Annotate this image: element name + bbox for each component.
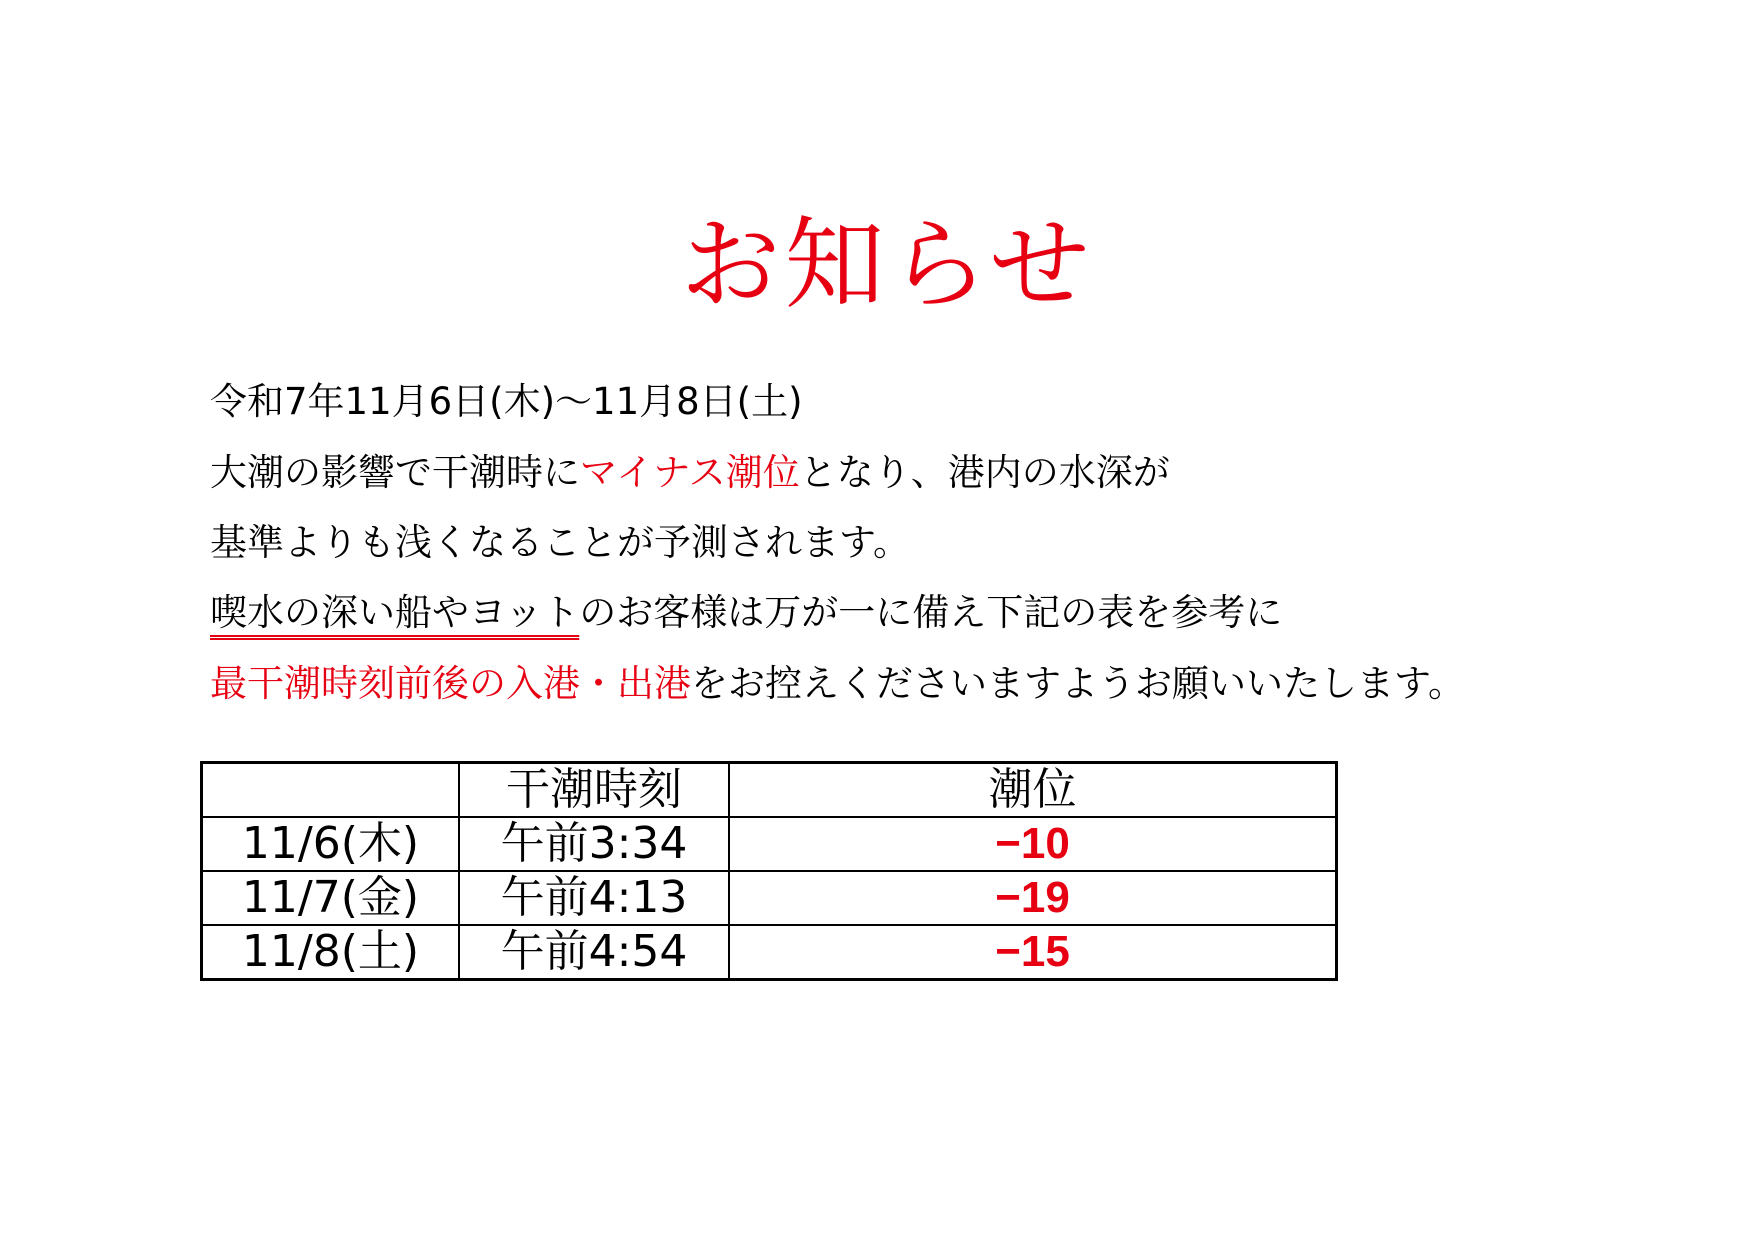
row-tide-level: −15 xyxy=(729,925,1337,980)
table-row xyxy=(202,925,1337,980)
row-date: 11/6(木) xyxy=(202,817,460,871)
table-row xyxy=(202,871,1337,925)
row-date: 11/7(金) xyxy=(202,871,460,925)
notice-title: お知らせ xyxy=(680,206,1094,323)
deep-draft-vessels-underlined: 喫水の深い船やヨット xyxy=(210,591,580,634)
notice-line-4-text-b: のお客様は万が一に備え下記の表を参考に xyxy=(579,591,1283,634)
header-date xyxy=(202,763,460,818)
notice-line-4 xyxy=(210,588,1282,638)
minus-tide-highlight: マイナス潮位 xyxy=(580,451,800,494)
header-tide-level: 潮位 xyxy=(729,763,1337,818)
notice-line-5 xyxy=(210,659,1465,709)
row-low-tide-time: 午前4:54 xyxy=(459,925,729,980)
date-range: 令和7年11月6日(木)～11月8日(土) xyxy=(210,380,803,423)
header-low-tide-time: 干潮時刻 xyxy=(459,763,729,818)
notice-line-5-text-b: をお控えくださいますようお願いいたします。 xyxy=(691,662,1466,705)
row-low-tide-time: 午前4:13 xyxy=(459,871,729,925)
row-low-tide-time: 午前3:34 xyxy=(459,817,729,871)
notice-line-2-text-a: 大潮の影響で干潮時に xyxy=(210,451,580,494)
row-date: 11/8(土) xyxy=(202,925,460,980)
lowest-tide-entry-exit-highlight: 最干潮時刻前後の入港・出港 xyxy=(210,662,691,705)
row-tide-level: −10 xyxy=(729,817,1337,871)
row-tide-level: −19 xyxy=(729,871,1337,925)
table-row xyxy=(202,817,1337,871)
notice-line-3: 基準よりも浅くなることが予測されます。 xyxy=(210,521,911,564)
notice-line-2 xyxy=(210,448,1170,498)
notice-line-2-text-c: となり、港内の水深が xyxy=(799,451,1170,494)
tide-table xyxy=(200,761,1338,981)
table-header-row xyxy=(202,763,1337,818)
